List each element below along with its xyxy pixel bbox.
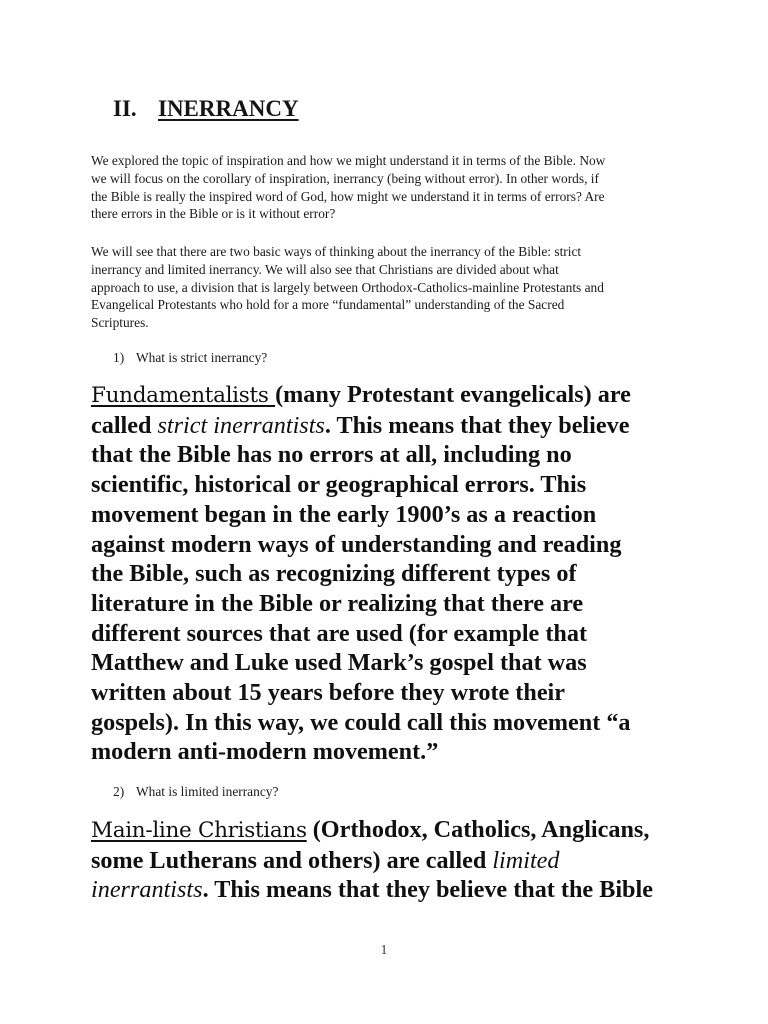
section-heading [113, 94, 299, 124]
text-line: gospels). In this way, we could call this movement “a [91, 708, 631, 736]
intro-paragraph-2 [91, 243, 691, 332]
list-marker: 2) [113, 784, 125, 799]
text-line [91, 815, 691, 846]
text-line: Matthew and Luke used Mark’s gospel that was [91, 649, 587, 677]
term-main-line-christians: Main-line Christians [91, 818, 307, 843]
text-line: different sources that are used (for example that [91, 619, 587, 647]
text-span: called [91, 411, 158, 439]
text-line: Scriptures. [91, 315, 149, 331]
answer-paragraph-2 [91, 815, 691, 905]
term-fundamentalists: Fundamentalists [91, 383, 276, 408]
text-line: the Bible is really the inspired word of God, how might we understand it in terms of errors? Are [91, 188, 605, 204]
section-number: II. [113, 96, 137, 121]
text-line: the Bible, such as recognizing different types of [91, 560, 577, 588]
text-line [91, 411, 691, 441]
text-span: some Lutherans and others) are called [91, 846, 493, 874]
text-line: We explored the topic of inspiration and how we might understand it in terms of the Bible. Now [91, 153, 606, 168]
text-line: we will focus on the corollary of inspiration, inerrancy (being without error). In other words, if [91, 170, 599, 186]
text-line: movement began in the early 1900’s as a reaction [91, 500, 597, 528]
emphasis-limited: limited [492, 846, 560, 874]
intro-paragraph-1 [91, 152, 691, 223]
text-line: modern anti-modern movement.” [91, 738, 439, 766]
text-line [91, 846, 691, 876]
text-span: . This means that they believe [324, 411, 630, 439]
text-line: against modern ways of understanding and reading [91, 530, 622, 558]
question-2 [113, 783, 278, 801]
text-line: Evangelical Protestants who hold for a more “fundamental” understanding of the Sacred [91, 297, 565, 313]
question-1 [113, 349, 267, 367]
text-line: scientific, historical or geographical errors. This [91, 471, 587, 499]
text-line [91, 875, 691, 905]
question-text: What is strict inerrancy? [136, 350, 268, 365]
text-line: written about 15 years before they wrote their [91, 679, 566, 707]
list-marker: 1) [113, 350, 125, 365]
text-line: approach to use, a division that is largely between Orthodox-Catholics-mainline Protestants and [91, 279, 604, 295]
text-line: We will see that there are two basic ways of thinking about the inerrancy of the Bible: strict [91, 244, 582, 259]
text-span: (Orthodox, Catholics, Anglicans, [306, 816, 650, 843]
page-number: 1 [380, 942, 388, 957]
text-span: . This means that they believe that the Bible [202, 876, 653, 904]
answer-paragraph-1 [91, 380, 691, 767]
text-line [91, 380, 691, 411]
text-span: (many Protestant evangelicals) are [275, 381, 631, 408]
text-line: literature in the Bible or realizing that there are [91, 589, 584, 617]
text-line: inerrancy and limited inerrancy. We will also see that Christians are divided about what [91, 261, 559, 277]
text-line: there errors in the Bible or is it without error? [91, 206, 336, 222]
section-title: INERRANCY [158, 96, 299, 121]
emphasis-inerrantists: inerrantists [91, 876, 203, 904]
text-line: that the Bible has no errors at all, including no [91, 441, 572, 469]
emphasis-strict-inerrantists: strict inerrantists [157, 411, 325, 439]
question-text: What is limited inerrancy? [136, 784, 279, 799]
